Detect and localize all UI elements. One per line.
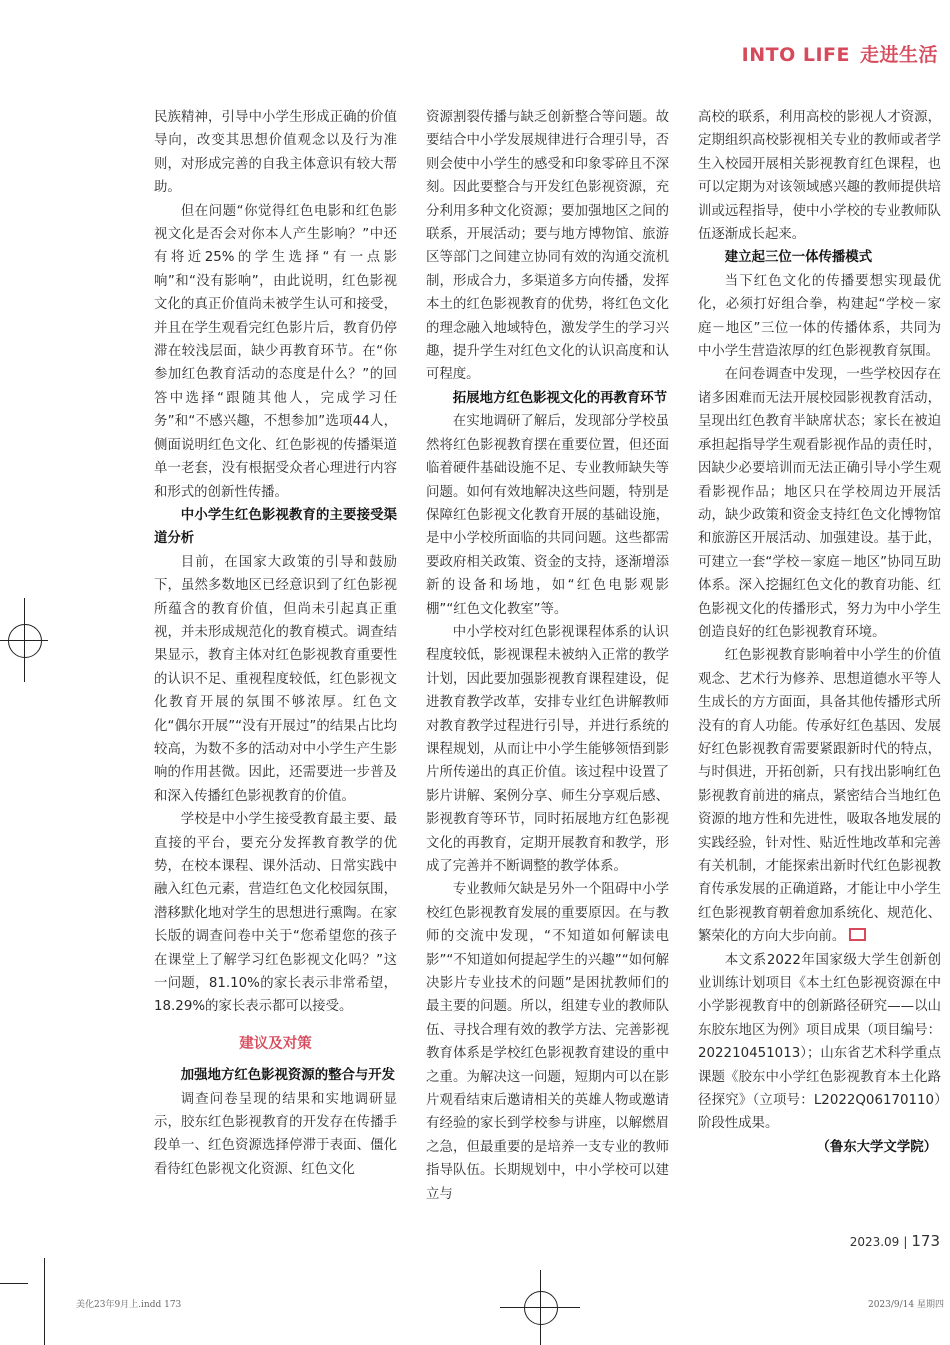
chapter-heading: 建议及对策 [239,1035,312,1052]
paragraph: 中小学校对红色影视课程体系的认识程度较低，影视课程未被纳入正常的教学计划，因此要加强影视教育课程建设，促进教育教学改革，安排专业红色讲解教师对教育教学过程进行引导，并进行系统的课程规划，从而让中小学生能够领悟到影片所传递出的真正价值。该过程中设置了影片讲解、案例分享、师生分享观后感、影视教育等环节，同时拓展地方红色影视文化的再教育，定期开展教育和教学，形成了完善并不断调整的教学体系。 [426,624,669,874]
crop-mark [0,1283,28,1284]
end-mark-icon [849,928,866,941]
section-heading: 中小学生红色影视教育的主要接受渠道分析 [154,507,397,547]
registration-mark-icon [524,1291,558,1325]
crop-mark [44,1258,45,1345]
paragraph-text: 红色影视教育影响着中小学生的价值观念、艺术行为修养、思想道德水平等人生成长的方方面面，具备其他传播形式所没有的育人功能。传承好红色基因、发展好红色影视教育需要紧跟新时代的特点，与时俱进，开拓创新，只有找出影响红色影视教育前进的痛点，紧密结合当地红色资源的地方性和先进性，吸取各地发展的实践经验，针对性、贴近性地改革和完善有关机制，才能探索出新时代红色影视教育传承发展的正确道路，才能让中小学生红色影视教育朝着愈加系统化、规范化、繁荣化的方向大步向前。 [698,648,941,945]
text-column-3 [698,106,941,1159]
section-header-zh: 走进生活 [859,44,938,66]
paragraph: 调查问卷呈现的结果和实地调研显示，胶东红色影视教育的开发存在传播手段单一、红色资源选择停滞于表面、僵化看待红色影视文化资源、红色文化 [154,1091,397,1177]
print-slug-right: 2023/9/14 星期四 [867,1300,944,1310]
issue-date: 2023.09 [849,1235,900,1249]
page-number [850,1232,940,1250]
section-header [742,40,938,67]
paragraph [698,644,941,948]
page-number-value: 173 [911,1232,940,1250]
registration-mark-icon [8,624,42,658]
author-affiliation: （鲁东大学文学院） [816,1139,937,1155]
section-heading: 拓展地方红色影视文化的再教育环节 [452,390,668,406]
section-heading: 建立起三位一体传播模式 [724,250,873,266]
paragraph: 在实地调研了解后，发现部分学校虽然将红色影视教育摆在重要位置，但还面临着硬件基础设施不足、专业教师缺失等问题。如何有效地解决这些问题，特别是保障红色影视文化教育开展的基础设施，是中小学校所面临的共同问题。这些都需要政府相关政策、资金的支持，逐渐增添新的设备和场地，如“红色电影观影棚”“红色文化教室”等。 [426,414,669,617]
paragraph: 资源割裂传播与缺乏创新整合等问题。故要结合中小学发展规律进行合理引导，否则会使中小学生的感受和印象零碎且不深刻。因此要整合与开发红色影视资源，充分利用多种文化资源；要加强地区之间的联系，开展活动；要与地方博物馆、旅游区等部门之间建立协同有效的沟通交流机制，形成合力，多渠道多方向传播，发挥本土的红色影视教育的优势，将红色文化的理念融入地域特色，激发学生的学习兴趣，提升学生对红色文化的认识高度和认可程度。 [426,110,669,383]
paragraph: 目前，在国家大政策的引导和鼓励下，虽然多数地区已经意识到了红色影视所蕴含的教育价值，但尚未引起真正重视，并未形成规范化的教育模式。调查结果显示，教育主体对红色影视教育重要性的认识不足、重视程度较低，红色影视文化教育开展的氛围不够浓厚。红色文化“偶尔开展”“没有开展过”的结果占比均较高，为数不多的活动对中小学生产生影响的作用甚微。因此，还需要进一步普及和深入传播红色影视教育的价值。 [154,554,397,804]
paragraph: 民族精神，引导中小学生形成正确的价值导向，改变其思想价值观念以及行为准则，对形成完善的自我主体意识有较大帮助。 [154,110,397,196]
paragraph: 但在问题“你觉得红色电影和红色影视文化是否会对你本人产生影响？”中还有将近25%的学生选择“有一点影响”和“没有影响”，由此说明，红色影视文化的真正价值尚未被学生认可和接受，并且在学生观看完红色影片后，教育仍停滞在较浅层面，缺少再教育环节。在“你参加红色教育活动的态度是什么？”的回答中选择“跟随其他人，完成学习任务”和“不感兴趣，不想参加”选项44人，侧面说明红色文化、红色影视的传播渠道单一老套，没有根据受众者心理进行内容和形式的创新性传播。 [154,203,397,500]
section-header-en: INTO LIFE [741,44,850,66]
paragraph: 当下红色文化的传播要想实现最优化，必须打好组合拳，构建起“学校－家庭－地区”三位一体的传播体系，共同为中小学生营造浓厚的红色影视教育氛围。 [698,273,941,360]
text-column-2 [426,106,669,1206]
paragraph: 在问卷调查中发现，一些学校因存在诸多困难而无法开展校园影视教育活动，呈现出红色教育半缺席状态；家长在被迫承担起指导学生观看影视作品的责任时，因缺少必要培训而无法正确引导小学生观看影视作品；地区只在学校周边开展活动，缺少政策和资金支持红色文化博物馆和旅游区开展活动、加强建设。基于此，可建立一套“学校－家庭－地区”协同互助体系。深入挖掘红色文化的教育功能、红色影视文化的传播形式，努力为中小学生创造良好的红色影视教育环境。 [698,367,941,640]
paragraph: 专业教师欠缺是另外一个阻碍中小学校红色影视教育发展的重要原因。在与教师的交流中发现，“不知道如何解读电影”“不知道如何提起学生的兴趣”“如何解决影片专业技术的问题”是困扰教师们的最主要的问题。所以，组建专业的教师队伍、寻找合理有效的教学方法、完善影视教育体系是学校红色影视教育建设的重中之重。为解决这一问题，短期内可以在影片观看结束后邀请相关的英雄人物或邀请有经验的家长到学校参与讲座，以解燃眉之急，但最重要的是培养一支专业的教师指导队伍。长期规划中，中小学校可以建立与 [426,882,669,1202]
funding-note: 本文系2022年国家级大学生创新创业训练计划项目《本土红色影视资源在中小学影视教育中的创新路径研究——以山东胶东地区为例》项目成果（项目编号：202210451013）；山东省艺术科学重点课题《胶东中小学红色影视教育本土化路径探究》（立项号：L2022Q06170110）阶段性成果。 [698,952,941,1132]
paragraph: 学校是中小学生接受教育最主要、最直接的平台，要充分发挥教育教学的优势，在校本课程、课外活动、日常实践中融入红色元素，营造红色文化校园氛围，潜移默化地对学生的思想进行熏陶。在家长版的调查问卷中关于“您希望您的孩子在课堂上了解学习红色影视文化吗？”这一问题，81.10%的家长表示非常希望，18.29%的家长表示都可以接受。 [154,812,397,1015]
section-heading: 加强地方红色影视资源的整合与开发 [180,1068,396,1084]
print-slug-left: 美化23年9月上.indd 173 [76,1300,182,1310]
text-column-1 [154,106,397,1181]
divider: | [903,1235,908,1249]
paragraph: 高校的联系，利用高校的影视人才资源，定期组织高校影视相关专业的教师或者学生入校园开展相关影视教育红色课程，也可以定期为对该领域感兴趣的教师提供培训或远程指导，使中小学校的专业教师队伍逐渐成长起来。 [698,110,941,243]
